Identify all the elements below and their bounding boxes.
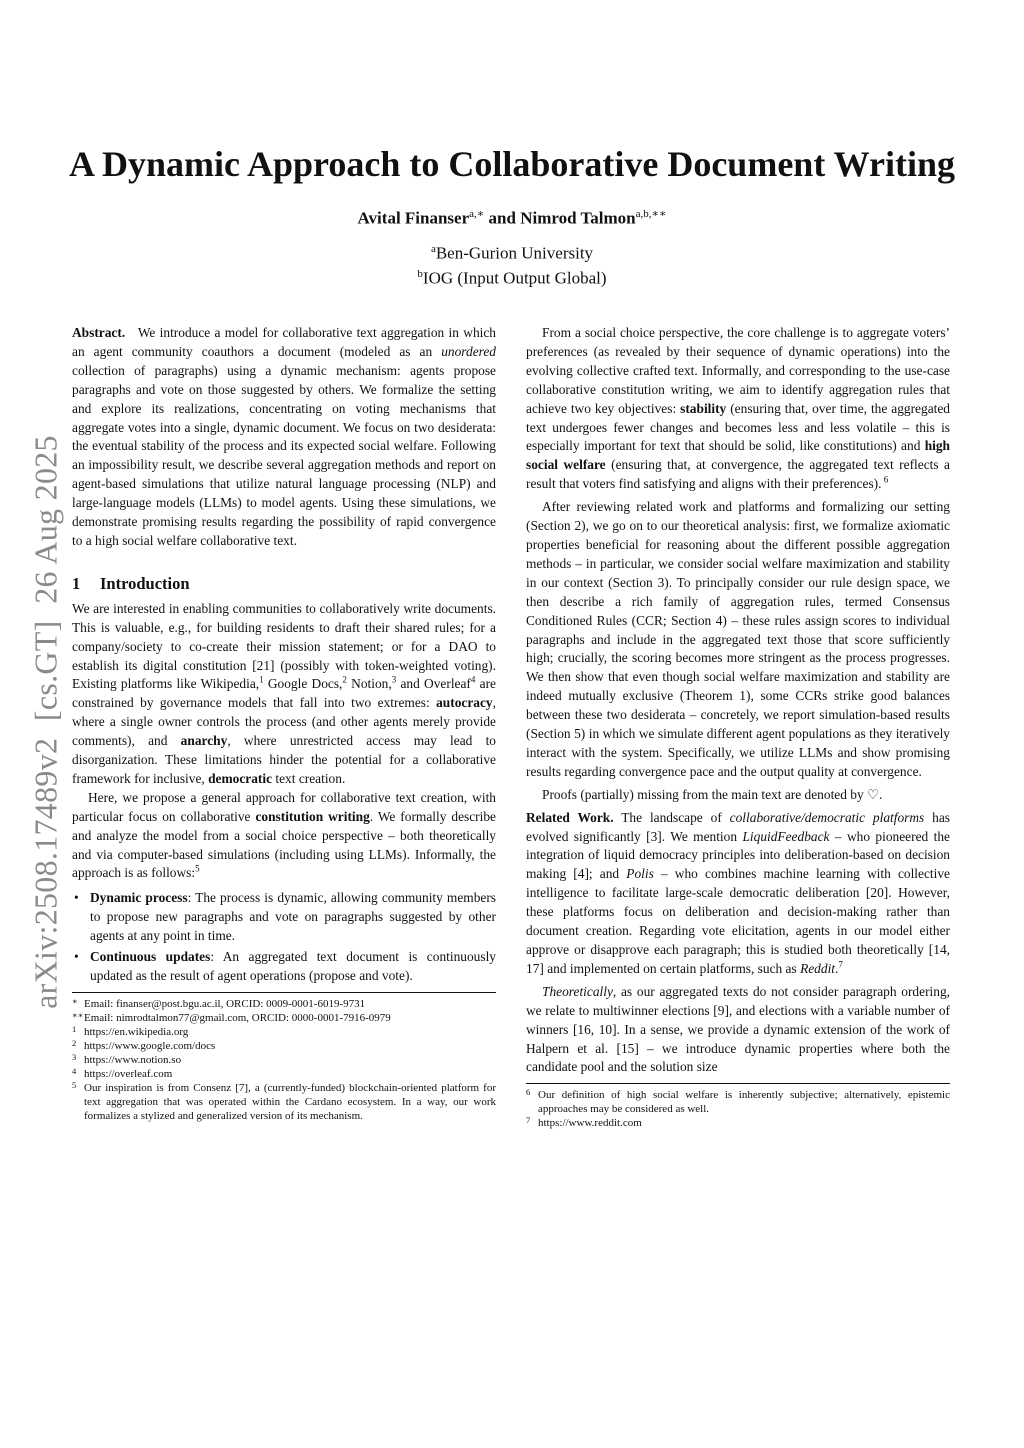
footnote: 3 https://www.notion.so (72, 1051, 182, 1066)
affiliation-mark: b (417, 267, 423, 280)
footnote-ref[interactable]: 5 (195, 864, 200, 874)
footnote-ref[interactable]: 7 (838, 959, 843, 970)
intro-paragraph-1: We are interested in enabling communities to collaboratively write documents. This is valuable, e.g., for building residents to draft their shared rules; for a company/society to co-create their mission statement; or for a DAO to establish its digital constitution [21] (possibly with token-weighted voting). Existing platforms like Wikipedia,$^1$ Google Docs,$^2$ Notion,$^3$ and Overleaf$^4$ are constrained by governance models that fall into two extremes: autocracy, where a single owner controls the process (and other agents merely provide comments), and anarchy, where unrestricted access may lead to disorganization. These limitations hinder the potential for a collaborative framework for inclusive, democratic text creation. (72, 600, 496, 786)
intro-paragraph-2: Here, we propose a general approach for collaborative text creation, with particular focus on collaborative constitution writing. We formally describe and analyze the model from a social choice perspective – both theoretically and via computer-based simulations (including using LLMs). Informally, the approach is as follows:$^5$ (72, 789, 496, 881)
footnote: 4 https://overleaf.com (72, 1065, 173, 1080)
paper-title: A Dynamic Approach to Collaborative Document Writing (68, 144, 955, 184)
footnote-ref[interactable]: 3 (391, 674, 397, 685)
abstract-label: Abstract. (72, 325, 126, 340)
footnote: 6 Our definition of high social welfare is inherently subjective; alternatively, epistemic approaches may be considered as well. (526, 1087, 950, 1116)
arxiv-stamp: arXiv:2508.17489v2 [cs.GT] 26 Aug 2025 (27, 435, 64, 1009)
affiliation-mark: a (430, 243, 436, 255)
related-work-label: Related Work. (526, 809, 614, 825)
footnotes-left (72, 997, 496, 1123)
author-marks: a,b,∗∗ (635, 208, 667, 220)
footnotes-right (526, 1088, 950, 1130)
footnote-ref[interactable]: 1 (259, 674, 264, 685)
author-marks: a,∗ (469, 208, 485, 220)
footnote-ref[interactable]: 2 (342, 674, 347, 685)
abstract-text: We introduce a model for collaborative text aggregation in which an agent community coauthors a document (modeled as an (72, 325, 496, 359)
footnote-ref[interactable]: 4 (470, 674, 476, 685)
footnote-rule (526, 1083, 950, 1084)
left-column (72, 324, 496, 1123)
affiliation (0, 264, 1024, 289)
abstract-emphasis: unordered (441, 343, 496, 359)
right-column (526, 324, 950, 1130)
author-name: Nimrod Talmon (520, 208, 636, 228)
affiliation (0, 239, 1024, 264)
affiliation-name: IOG (Input Output Global) (422, 268, 607, 288)
list-item: • Continuous updates: An aggregated text document is continuously updated as the result of agent operations (propose and vote). (72, 948, 496, 986)
author-joiner: and (484, 208, 521, 228)
footnote: 7 https://www.reddit.com (526, 1115, 642, 1130)
right-paragraph-5: Theoretically, as our aggregated texts do not consider paragraph ordering, we relate to multiwinner elections [9], and elections with a variable number of winners [16, 10]. In a sense, we provide a dynamic extension of the work of Halpern et al. [15] – we introduce dynamic properties where both the candidate pool and the solution size (526, 983, 950, 1075)
section-heading-introduction (72, 575, 496, 594)
affiliation-name: Ben-Gurion University (435, 243, 594, 263)
footnote: 5 Our inspiration is from Consenz [7], a (currently-funded) blockchain-oriented platform for text aggregation that was operated within the Cardano ecosystem. In a way, our work formalizes a stylized and generalized version of its mechanism. (72, 1079, 496, 1122)
footnote: ∗∗ Email: nimrodtalmon77@gmail.com, ORCID: 0000-0001-7916-0979 (72, 1009, 391, 1024)
section-title: Introduction (100, 573, 190, 593)
right-paragraph-3: Proofs (partially) missing from the main text are denoted by ♡. (542, 786, 883, 802)
author-name: Avital Finanser (357, 208, 470, 228)
related-work-paragraph: Related Work. The landscape of collaborative/democratic platforms has evolved significantly [3]. We mention LiquidFeedback – who pioneered the integration of liquid democracy principles into deliberation-based on decision making [4]; and Polis – who combines machine learning with collective intelligence to facilitate large-scale democratic deliberation [20]. However, these platforms focus on deliberation and decision-making rather than document creation. Regarding vote elicitation, agents in our model either approve or disapprove each paragraph; this is studied both theoretically [14, 17] and implemented on certain platforms, such as Reddit.$^7$ (526, 809, 950, 976)
footnote-ref[interactable]: 6 (881, 474, 889, 485)
abstract (72, 324, 496, 551)
author-line (0, 203, 1024, 230)
footnote: ∗ Email: finanser@post.bgu.ac.il, ORCID: 0009-0001-6019-9731 (72, 995, 366, 1010)
footnote-rule (72, 992, 496, 993)
footnote: 2 https://www.google.com/docs (72, 1037, 216, 1052)
approach-list (72, 889, 496, 986)
section-number: 1 (72, 573, 81, 593)
right-paragraph-1: From a social choice perspective, the core challenge is to aggregate voters’ preferences (as revealed by their sequence of dynamic operations) into the evolving collective crafted text. Informally, and corresponding to the use-case collaborative constitution writing, we aim to identify aggregation rules that achieve two key objectives: stability (ensuring that, over time, the aggregated text undergoes fewer changes and becomes less and less volatile – this is especially important for text that should be solid, like constitutions) and high social welfare (ensuring that, at convergence, the aggregated text reflects a result that voters find satisfying and aligns with their preferences). $^6$ (526, 325, 951, 492)
list-item: • Dynamic process: The process is dynamic, allowing community members to propose new paragraphs and vote on paragraphs suggested by other agents at any point in time. (72, 889, 496, 946)
footnote: 1 https://en.wikipedia.org (72, 1023, 189, 1038)
right-paragraph-2: After reviewing related work and platforms and formalizing our setting (Section 2), we go on to our theoretical analysis: first, we formalize axiomatic properties beneficial for reasoning about the different possible aggregation methods – in particular, we consider social welfare maximization and stability in our context (Section 3). To principally consider our rule design space, we then describe a rich family of aggregation rules, termed Consensus Conditioned Rules (CCR; Section 4) – these rules assign scores to individual paragraphs and include in the aggregated text those that score sufficiently high; crucially, the scoring becomes more stringent as the process progresses. We then show that even though social welfare maximization and stability are indeed mutually exclusive (Theorem 1), some CCRs strike good balances between these two desiderata – concretely, we report simulation-based results (Section 5) in which we simulate different agent populations as they iteratively interact with the system. Specifically, we utilize LLMs and show promising results regarding convergence pace and the output quality at convergence. (526, 499, 950, 779)
affiliations (0, 239, 1024, 288)
abstract-text: collection of paragraphs) using a dynamic mechanism: agents propose paragraphs and vote on those suggested by others. We formalize the setting and explore its realizations, concentrating on voting mechanisms that aggregate votes into a single, dynamic document. We focus on two desiderata: the eventual stability of the process and its expected social welfare. Following an impossibility result, we describe several aggregation methods and report on agent-based simulations that utilize natural language processing (NLP) and large-language models (LLMs) to model agents. Using these simulations, we demonstrate promising results regarding the possibility of rapid convergence to a high social welfare collaborative text. (72, 362, 496, 548)
